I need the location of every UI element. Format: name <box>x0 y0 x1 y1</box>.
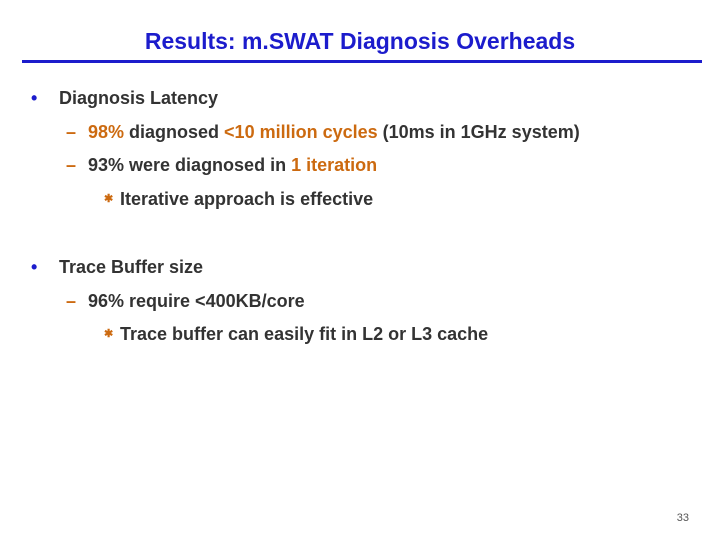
iteration-highlight: 1 iteration <box>291 155 378 175</box>
item-text: diagnosed <box>124 122 225 142</box>
sub-subitem-iterative <box>104 189 373 210</box>
dash-icon: – <box>66 291 77 311</box>
cycles-highlight: <10 million cycles <box>224 122 378 142</box>
subitem-96-percent <box>66 291 305 312</box>
subitem-98-percent <box>66 122 580 143</box>
sub-item-text: Iterative approach is effective <box>120 189 374 209</box>
dash-icon: – <box>66 155 77 175</box>
section-heading: Diagnosis Latency <box>59 88 219 108</box>
title-underline <box>22 60 702 63</box>
bullet-diagnosis-latency <box>31 88 218 109</box>
asterisk-bullet-icon: ✱ <box>104 328 114 340</box>
item-text: 93% were diagnosed in <box>88 155 292 175</box>
slide-title: Results: m.SWAT Diagnosis Overheads <box>144 28 576 54</box>
asterisk-bullet-icon: ✱ <box>104 193 114 205</box>
item-text: 96% require <400KB/core <box>88 291 305 311</box>
sub-subitem-trace-buffer <box>104 324 488 345</box>
pct-highlight: 98% <box>88 122 125 142</box>
page-number: 33 <box>676 512 689 524</box>
dash-icon: – <box>66 122 77 142</box>
section-heading: Trace Buffer size <box>59 257 204 277</box>
item-text-suffix: (10ms in 1GHz system) <box>377 122 580 142</box>
sub-item-text: Trace buffer can easily fit in L2 or L3 cache <box>120 324 489 344</box>
bullet-icon: • <box>31 88 38 108</box>
bullet-icon: • <box>31 257 38 277</box>
bullet-trace-buffer <box>31 257 203 278</box>
subitem-93-percent <box>66 155 377 176</box>
